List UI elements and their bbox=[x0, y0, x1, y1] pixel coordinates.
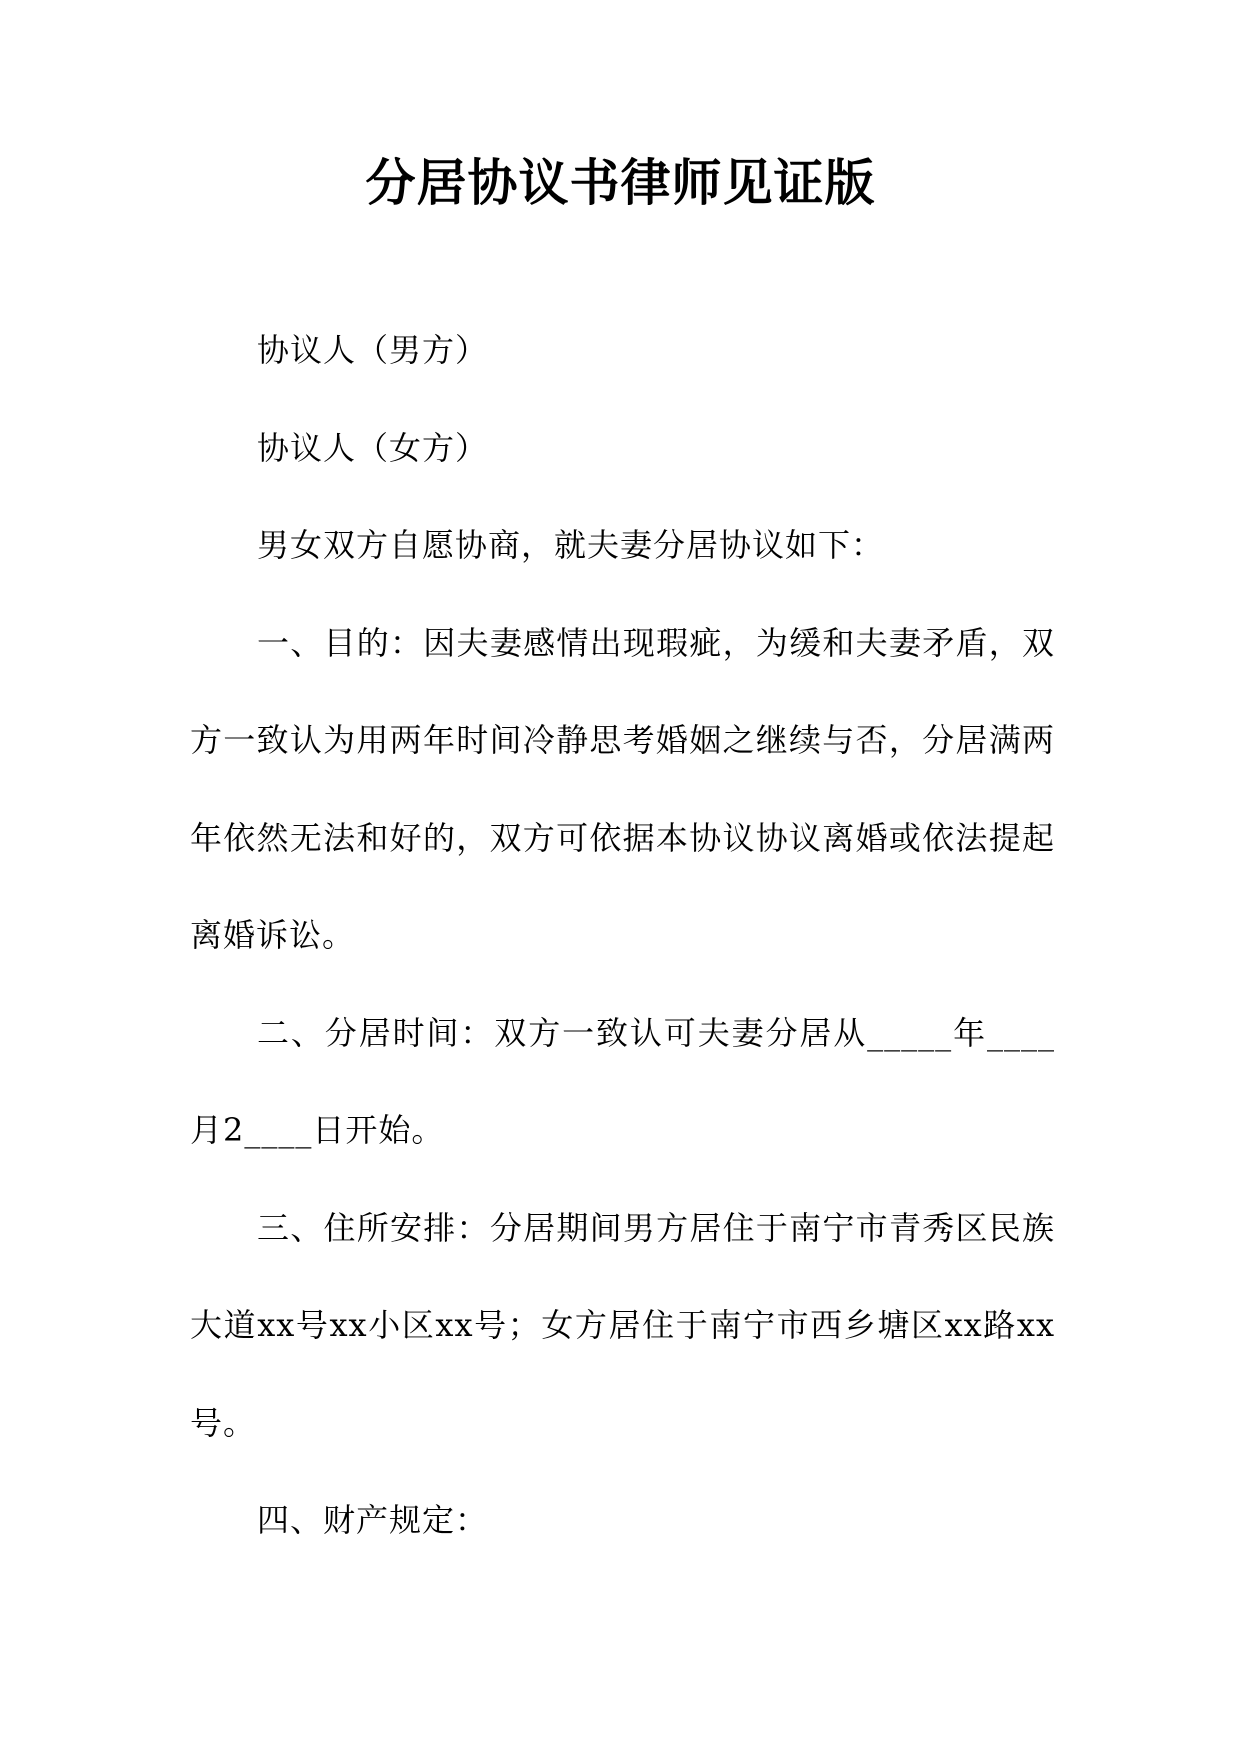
clause-property: 四、财产规定： bbox=[257, 1501, 489, 1539]
clause-residence: 三、住所安排：分居期间男方居住于南宁市青秀区民族大道xx号xx小区xx号；女方居住于南宁市西乡塘区xx路xx号。 bbox=[190, 1208, 1055, 1442]
document-body bbox=[190, 302, 1055, 1570]
document-title: 分居协议书律师见证版 bbox=[365, 153, 876, 212]
party-male-line: 协议人（男方） bbox=[257, 331, 489, 369]
agreement-intro: 男女双方自愿协商，就夫妻分居协议如下： bbox=[257, 526, 885, 564]
party-female-line: 协议人（女方） bbox=[257, 428, 489, 467]
clause-separation-time: 二、分居时间：双方一致认可夫妻分居从_____年____月2____日开始。 bbox=[190, 1013, 1055, 1149]
clause-purpose: 一、目的：因夫妻感情出现瑕疵，为缓和夫妻矛盾，双方一致认为用两年时间冷静思考婚姻之继续与否，分居满两年依然无法和好的，双方可依据本协议协议离婚或依法提起离婚诉讼。 bbox=[190, 623, 1055, 954]
